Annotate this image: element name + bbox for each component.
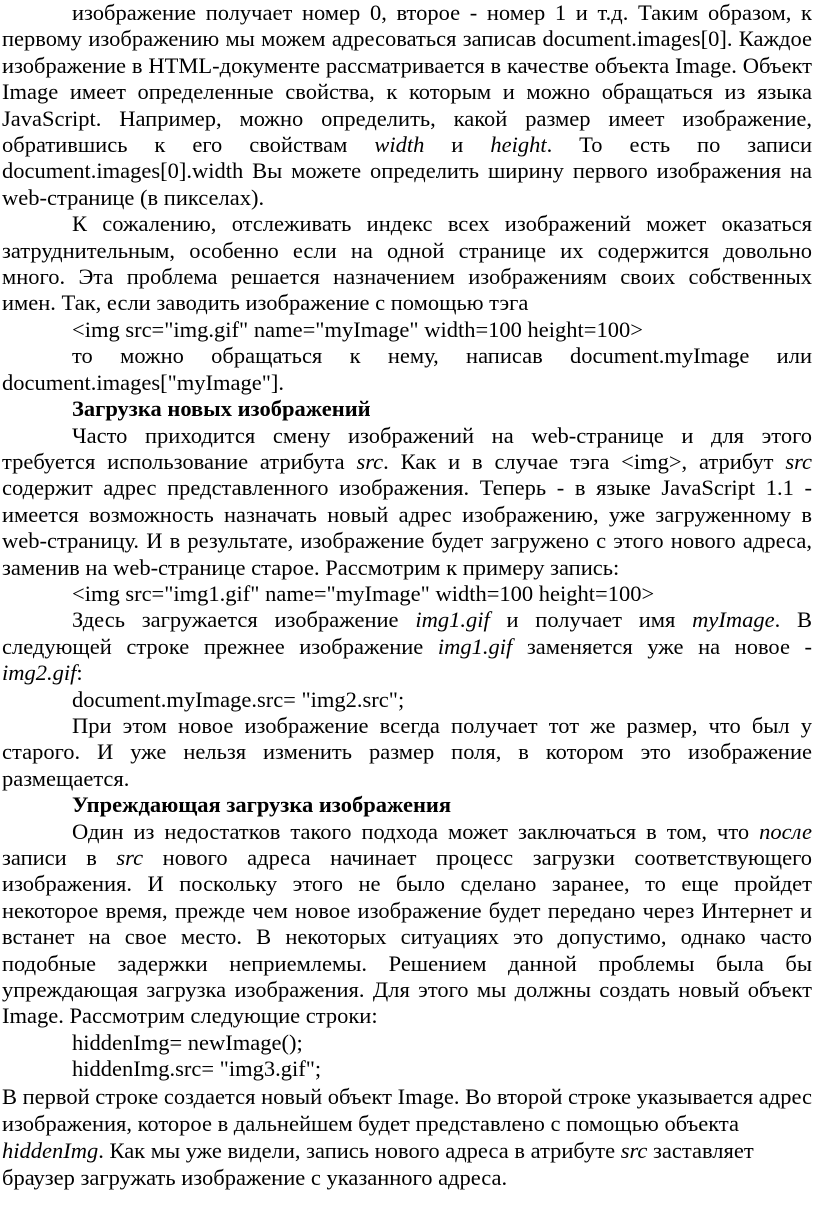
italic-term: img1.gif xyxy=(437,633,513,659)
text-run: . В следующей строке прежнее изображение xyxy=(2,607,812,659)
italic-term: src xyxy=(785,448,812,474)
paragraph-access-by-name: то можно обращаться к нему, написав document.myImage или document.images["myImage"]. xyxy=(2,343,812,395)
paragraph-image-index xyxy=(2,0,812,211)
text-run: Один из недостатков такого подхода может заключаться в том, что xyxy=(72,818,760,844)
text-run: заставляет браузер загружать изображение с указанного адреса. xyxy=(2,1137,754,1190)
code-line-new-image: hiddenImg= newImage(); xyxy=(72,1029,303,1055)
paragraph-preloading-explanation xyxy=(2,819,812,1030)
paragraph-same-size: При этом новое изображение всегда получает тот же размер, что был у старого. И уже нельзя изменить размер поля, в котором это изображение размещается. xyxy=(2,712,812,791)
section-heading-loading-new-images: Загрузка новых изображений xyxy=(72,396,371,422)
text-run: и получает имя xyxy=(489,607,693,633)
text-run: : xyxy=(76,660,83,686)
italic-term: src xyxy=(116,845,144,870)
paragraph-naming-images: К сожалению, отслеживать индекс всех изображений может оказаться затруднительным, особенно если на одной странице их содержится довольно много. Эта проблема решается назначением изображениям своих собственных имен. Так, если заводить изображение с помощью тэга xyxy=(2,211,812,316)
text-run: . Как мы уже видели, запись нового адреса в атрибуте xyxy=(98,1137,621,1163)
italic-term: hiddenImg xyxy=(2,1137,99,1163)
code-line-img-tag: <img src="img.gif" name="myImage" width=100 height=100> xyxy=(72,316,643,342)
text-run: записи в xyxy=(2,845,117,870)
italic-term: src xyxy=(356,448,384,474)
text-run: Часто приходится смену изображений на web-странице и для этого требуется использование атрибута xyxy=(2,422,812,474)
italic-term: height xyxy=(490,132,547,158)
text-run: содержит адрес представленного изображения. Теперь - в языке JavaScript 1.1 - имеется возможность назначать новый адрес изображению, уже загруженному в web-страницу. И в результате, изображение будет загружено с этого нового адреса, заменив на web-странице старое. Рассмотрим к примеру запись: xyxy=(2,475,812,580)
paragraph-img1-explanation xyxy=(2,607,812,686)
italic-term: width xyxy=(374,132,425,158)
text-run: . Как и в случае тэга <img>, атрибут xyxy=(383,448,786,474)
code-line-src-assignment: document.myImage.src= "img2.src"; xyxy=(72,686,405,712)
text-run: изображение получает номер 0, второе - номер 1 и т.д. Таким образом, к первому изображению мы можем адресоваться записав document.images[0]. Каждое изображение в HTML-документе рассматривается в качестве объекта Image. Объект Image имеет определенные свойства, к которым и можно обращаться из языка JavaScript. Например, можно определить, какой размер имеет изображение, обратившись к его свойствам xyxy=(2,0,812,158)
italic-term: img1.gif xyxy=(415,607,490,633)
text-run: заменяется уже на новое - xyxy=(512,633,813,659)
paragraph-hidden-image-explanation xyxy=(2,1083,812,1191)
italic-term: после xyxy=(759,818,812,844)
text-run: и xyxy=(424,132,491,158)
text-run: В первой строке создается новый объект Image. Во второй строке указывается адрес изображения, которое в дальнейшем будет представлено с помощью объекта xyxy=(2,1083,812,1136)
text-run: . То есть по записи document.images[0].width Вы можете определить ширину первого изображения на web-странице (в пикселах). xyxy=(2,132,812,210)
code-line-img1-tag: <img src="img1.gif" name="myImage" width=100 height=100> xyxy=(72,580,655,606)
code-line-hidden-src: hiddenImg.src= "img3.gif"; xyxy=(72,1056,322,1082)
italic-term: src xyxy=(620,1137,648,1163)
italic-term: myImage xyxy=(692,607,775,633)
section-heading-preloading: Упреждающая загрузка изображения xyxy=(72,792,452,818)
paragraph-src-attribute xyxy=(2,423,812,581)
italic-term: img2.gif xyxy=(2,660,77,686)
text-run: нового адреса начинает процесс загрузки соответствующего изображения. И поскольку этого не было сделано заранее, то еще пройдет некоторое время, прежде чем новое изображение будет передано через Интернет и встанет на свое место. В некоторых ситуациях это допустимо, однако часто подобные задержки неприемлемы. Решением данной проблемы была бы упреждающая загрузка изображения. Для этого мы должны создать новый объект Image. Рассмотрим следующие строки: xyxy=(2,845,812,1029)
text-run: Здесь загружается изображение xyxy=(72,607,416,633)
